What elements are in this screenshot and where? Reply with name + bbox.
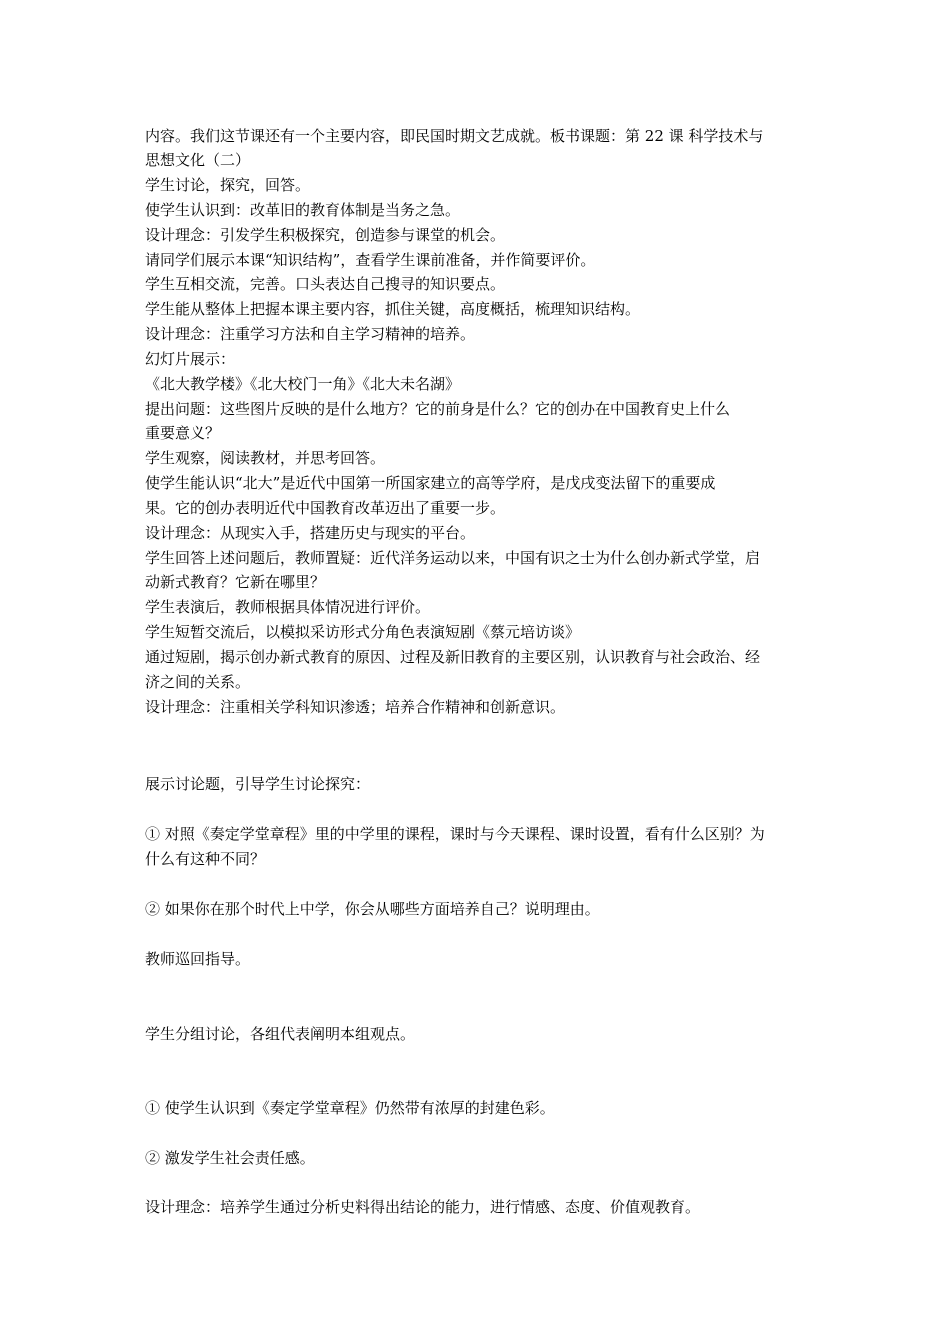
text-line: 学生讨论，探究，回答。: [145, 176, 311, 194]
text-line: ② 激发学生社会责任感。: [145, 1149, 315, 1167]
text-line: ① 对照《奏定学堂章程》里的中学里的课程，课时与今天课程、课时设置，看有什么区别？为: [145, 825, 765, 843]
text-line: 《北大教学楼》《北大校门一角》《北大未名湖》: [145, 375, 461, 393]
text-line: 幻灯片展示：: [145, 350, 236, 368]
text-line: 请同学们展示本课“知识结构”，查看学生课前准备，并作简要评价。: [145, 251, 596, 269]
text-line: 学生表演后，教师根据具体情况进行评价。: [145, 598, 431, 616]
text-line: 济之间的关系。: [145, 673, 251, 691]
text-line: 设计理念：引发学生积极探究，创造参与课堂的机会。: [145, 226, 506, 244]
text-line: 内容。我们这节课还有一个主要内容，即民国时期文艺成就。板书课题：第 22 课 科学技术与: [145, 127, 764, 145]
text-line: 设计理念：培养学生通过分析史料得出结论的能力，进行情感、态度、价值观教育。: [145, 1198, 701, 1216]
text-line: 学生分组讨论，各组代表阐明本组观点。: [145, 1025, 416, 1043]
text-line: 设计理念：注重学习方法和自主学习精神的培养。: [145, 325, 476, 343]
text-line: 提出问题：这些图片反映的是什么地方？它的前身是什么？它的创办在中国教育史上什么: [145, 400, 731, 418]
text-line: 思想文化（二）: [145, 151, 251, 169]
text-line: 设计理念：从现实入手，搭建历史与现实的平台。: [145, 524, 476, 542]
text-line: 使学生能认识“北大”是近代中国第一所国家建立的高等学府，是戊戌变法留下的重要成: [145, 474, 716, 492]
text-line: 教师巡回指导。: [145, 950, 251, 968]
text-line: 使学生认识到：改革旧的教育体制是当务之急。: [145, 201, 461, 219]
text-line: 什么有这种不同？: [145, 850, 266, 868]
text-line: 果。它的创办表明近代中国教育改革迈出了重要一步。: [145, 499, 506, 517]
text-line: 学生观察，阅读教材，并思考回答。: [145, 449, 386, 467]
text-line: 设计理念：注重相关学科知识渗透；培养合作精神和创新意识。: [145, 698, 566, 716]
text-line: 学生能从整体上把握本课主要内容，抓住关键，高度概括，梳理知识结构。: [145, 300, 641, 318]
text-line: 展示讨论题，引导学生讨论探究：: [145, 775, 371, 793]
text-line: 学生回答上述问题后，教师置疑：近代洋务运动以来，中国有识之士为什么创办新式学堂，启: [145, 549, 761, 567]
text-line: ① 使学生认识到《奏定学堂章程》仍然带有浓厚的封建色彩。: [145, 1099, 555, 1117]
text-line: ② 如果你在那个时代上中学，你会从哪些方面培养自己？说明理由。: [145, 900, 600, 918]
text-line: 通过短剧，揭示创办新式教育的原因、过程及新旧教育的主要区别，认识教育与社会政治、经: [145, 648, 761, 666]
text-line: 学生短暂交流后，以模拟采访形式分角色表演短剧《蔡元培访谈》: [145, 623, 581, 641]
text-line: 动新式教育？它新在哪里？: [145, 573, 326, 591]
text-line: 学生互相交流，完善。口头表达自己搜寻的知识要点。: [145, 275, 506, 293]
text-line: 重要意义？: [145, 424, 221, 442]
